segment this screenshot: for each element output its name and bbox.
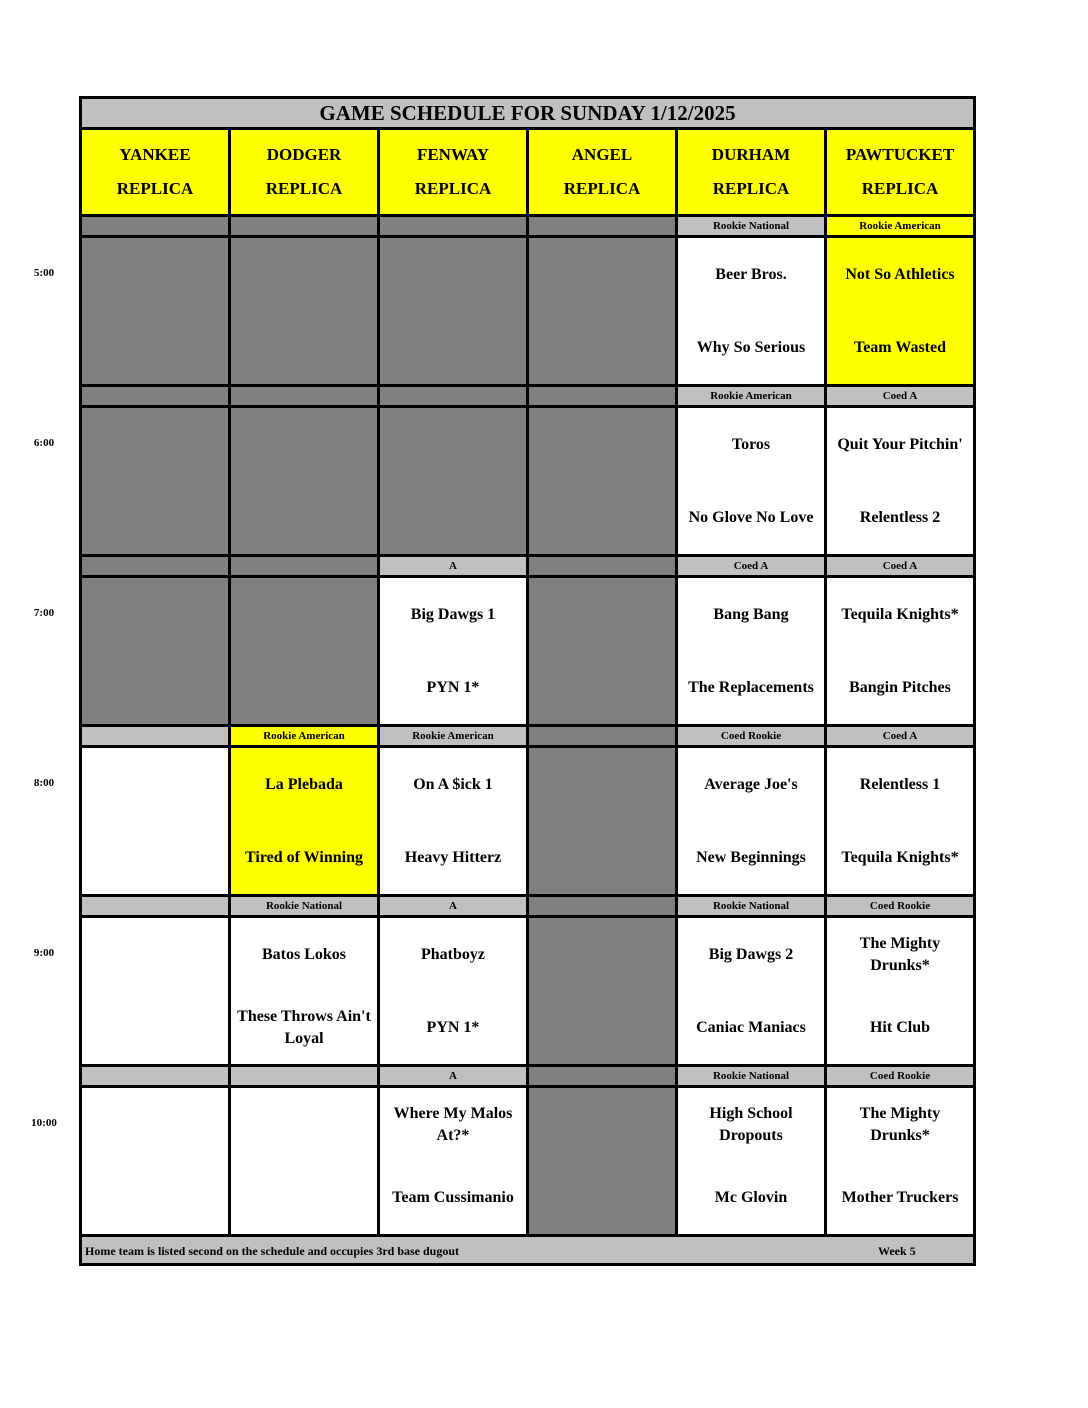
field-header-row [81, 129, 975, 216]
division-label [230, 1066, 379, 1087]
blocked-cell [379, 407, 528, 556]
away-team [827, 408, 973, 481]
division-label [379, 216, 528, 237]
game-cell [230, 917, 379, 1066]
team-name: Caniac Maniacs [696, 1018, 806, 1036]
schedule-title: GAME SCHEDULE FOR SUNDAY 1/12/2025 [81, 98, 975, 129]
division-label: Rookie National [677, 896, 826, 917]
division-label: Coed A [826, 556, 975, 577]
field-subtitle: REPLICA [861, 179, 939, 198]
team-name: High School Dropouts [709, 1104, 793, 1144]
game-cell [230, 747, 379, 896]
time-label: 9:00 [33, 947, 55, 959]
blocked-cell [379, 237, 528, 386]
game-row [81, 747, 975, 896]
team-name: Heavy Hitterz [404, 848, 502, 866]
blocked-cell [81, 237, 230, 386]
division-label: Rookie National [677, 216, 826, 237]
game-cell [677, 747, 826, 896]
blocked-cell [81, 407, 230, 556]
field-header [379, 129, 528, 216]
division-label: Rookie National [230, 896, 379, 917]
team-name: Hit Club [869, 1018, 930, 1036]
division-label [81, 216, 230, 237]
open-cell [81, 1087, 230, 1236]
division-label [81, 1066, 230, 1087]
game-cell [379, 747, 528, 896]
game-cell [379, 1087, 528, 1236]
game-cell [379, 917, 528, 1066]
division-row [81, 896, 975, 917]
team-name: Tequila Knights* [841, 848, 959, 866]
division-label [528, 386, 677, 407]
field-name: YANKEE [119, 145, 191, 164]
field-header [677, 129, 826, 216]
home-team [678, 1161, 824, 1234]
time-label: 7:00 [33, 607, 55, 619]
team-name: Big Dawgs 1 [410, 605, 496, 623]
team-name: New Beginnings [696, 848, 806, 866]
home-team [678, 821, 824, 894]
home-team [231, 821, 377, 894]
team-name: Batos Lokos [261, 945, 347, 963]
game-cell [826, 237, 975, 386]
home-team [380, 991, 526, 1064]
away-team [380, 748, 526, 821]
field-header [81, 129, 230, 216]
away-team [678, 238, 824, 311]
field-header [230, 129, 379, 216]
field-subtitle: REPLICA [116, 179, 194, 198]
team-name: No Glove No Love [688, 508, 814, 526]
team-name: Where My Malos At?* [393, 1104, 513, 1144]
division-label: Rookie American [826, 216, 975, 237]
game-cell [677, 917, 826, 1066]
team-name: Team Wasted [853, 338, 946, 356]
team-name: PYN 1* [426, 1018, 480, 1036]
game-cell [379, 577, 528, 726]
away-team [827, 578, 973, 651]
field-name: PAWTUCKET [845, 145, 955, 164]
home-team [380, 651, 526, 724]
home-team [231, 991, 377, 1064]
blocked-cell [81, 577, 230, 726]
team-name: Not So Athletics [845, 265, 955, 283]
team-name: Big Dawgs 2 [708, 945, 794, 963]
division-label: Rookie American [230, 726, 379, 747]
field-name: ANGEL [571, 145, 633, 164]
division-label [81, 556, 230, 577]
home-team [678, 311, 824, 384]
division-label [230, 386, 379, 407]
away-team [678, 578, 824, 651]
division-label [81, 386, 230, 407]
away-team [380, 578, 526, 651]
away-team [231, 918, 377, 991]
division-label [528, 726, 677, 747]
team-name: Team Cussimanio [392, 1188, 514, 1206]
team-name: Tequila Knights* [841, 605, 959, 623]
away-team [678, 748, 824, 821]
game-cell [826, 577, 975, 726]
footer-cell [81, 1236, 975, 1265]
division-label [81, 726, 230, 747]
footer-row [81, 1236, 975, 1265]
division-row [81, 1066, 975, 1087]
division-label [230, 556, 379, 577]
field-subtitle: REPLICA [712, 179, 790, 198]
division-label: A [379, 1066, 528, 1087]
team-name: Bangin Pitches [849, 678, 951, 696]
team-name: Beer Bros. [715, 265, 787, 283]
home-team [827, 651, 973, 724]
division-label: Coed A [677, 556, 826, 577]
team-name: La Plebada [265, 775, 343, 793]
division-row [81, 556, 975, 577]
field-header [826, 129, 975, 216]
team-name: Toros [731, 435, 771, 453]
division-label: Rookie American [677, 386, 826, 407]
schedule-table [79, 96, 976, 1266]
field-name: DODGER [266, 145, 342, 164]
away-team [678, 408, 824, 481]
game-row [81, 917, 975, 1066]
division-label: A [379, 896, 528, 917]
time-label: 5:00 [33, 267, 55, 279]
home-team-note: Home team is listed second on the schedule and occupies 3rd base dugout [85, 1244, 460, 1258]
game-cell [677, 577, 826, 726]
division-label: Rookie National [677, 1066, 826, 1087]
blocked-cell [528, 917, 677, 1066]
blocked-cell [528, 747, 677, 896]
division-label: Coed Rookie [826, 896, 975, 917]
open-cell [81, 747, 230, 896]
division-label: A [379, 556, 528, 577]
game-cell [826, 1087, 975, 1236]
division-label: Coed A [826, 386, 975, 407]
field-subtitle: REPLICA [265, 179, 343, 198]
game-cell [826, 917, 975, 1066]
team-name: Mc Glovin [714, 1188, 788, 1206]
away-team [827, 918, 973, 991]
home-team [827, 481, 973, 554]
division-label [528, 556, 677, 577]
away-team [380, 1088, 526, 1161]
game-cell [677, 1087, 826, 1236]
team-name: Average Joe's [704, 775, 798, 793]
division-label [528, 896, 677, 917]
division-row [81, 726, 975, 747]
division-row [81, 386, 975, 407]
division-label [230, 216, 379, 237]
away-team [678, 1088, 824, 1161]
blocked-cell [528, 407, 677, 556]
blocked-cell [528, 577, 677, 726]
team-name: On A $ick 1 [413, 775, 493, 793]
game-cell [677, 407, 826, 556]
field-subtitle: REPLICA [563, 179, 641, 198]
away-team [827, 238, 973, 311]
home-team [678, 651, 824, 724]
game-cell [677, 237, 826, 386]
division-label [528, 216, 677, 237]
time-label: 6:00 [33, 437, 55, 449]
home-team [827, 821, 973, 894]
game-row [81, 577, 975, 726]
field-header [528, 129, 677, 216]
away-team [827, 748, 973, 821]
team-name: The Mighty Drunks* [859, 1104, 941, 1144]
team-name: Tired of Winning [245, 848, 363, 866]
time-label: 10:00 [31, 1117, 57, 1129]
blocked-cell [528, 1087, 677, 1236]
division-label [379, 386, 528, 407]
team-name: Mother Truckers [841, 1188, 959, 1206]
field-subtitle: REPLICA [414, 179, 492, 198]
team-name: These Throws Ain't Loyal [237, 1007, 371, 1047]
away-team [231, 748, 377, 821]
team-name: The Replacements [688, 678, 814, 696]
home-team [678, 481, 824, 554]
away-team [678, 918, 824, 991]
team-name: The Mighty Drunks* [859, 934, 941, 974]
team-name: PYN 1* [426, 678, 480, 696]
division-label: Coed Rookie [677, 726, 826, 747]
home-team [380, 821, 526, 894]
time-label: 8:00 [33, 777, 55, 789]
blocked-cell [230, 237, 379, 386]
home-team [678, 991, 824, 1064]
game-row [81, 237, 975, 386]
division-row [81, 216, 975, 237]
division-label: Coed A [826, 726, 975, 747]
away-team [380, 918, 526, 991]
week-label: Week 5 [878, 1244, 916, 1258]
game-row [81, 407, 975, 556]
home-team [827, 991, 973, 1064]
division-label [528, 1066, 677, 1087]
blocked-cell [528, 237, 677, 386]
blocked-cell [230, 407, 379, 556]
away-team [827, 1088, 973, 1161]
game-cell [826, 407, 975, 556]
blocked-cell [230, 577, 379, 726]
team-name: Phatboyz [421, 945, 485, 963]
field-name: FENWAY [416, 145, 490, 164]
division-label: Coed Rookie [826, 1066, 975, 1087]
team-name: Relentless 1 [859, 775, 941, 793]
home-team [380, 1161, 526, 1234]
open-cell [230, 1087, 379, 1236]
open-cell [81, 917, 230, 1066]
division-label [81, 896, 230, 917]
home-team [827, 1161, 973, 1234]
field-name: DURHAM [711, 145, 791, 164]
team-name: Relentless 2 [859, 508, 941, 526]
team-name: Bang Bang [713, 605, 789, 623]
home-team [827, 311, 973, 384]
game-row [81, 1087, 975, 1236]
division-label: Rookie American [379, 726, 528, 747]
team-name: Quit Your Pitchin' [837, 435, 963, 453]
game-cell [826, 747, 975, 896]
team-name: Why So Serious [696, 338, 806, 356]
